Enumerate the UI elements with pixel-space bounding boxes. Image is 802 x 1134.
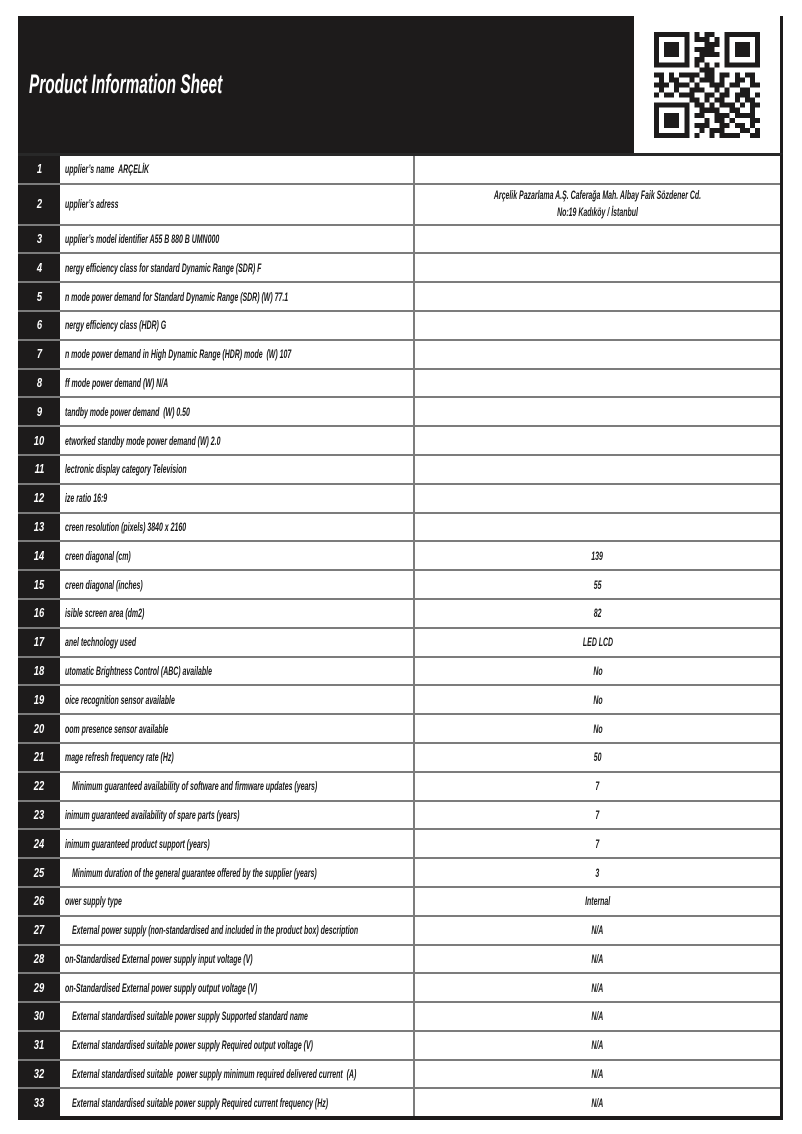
- row-value-cell: [415, 542, 780, 569]
- row-label-cell: [60, 830, 415, 857]
- row-number-badge: [18, 185, 60, 224]
- row-label-cell: [60, 456, 415, 483]
- row-label: nergy efficiency class (HDR) G: [65, 318, 167, 333]
- row-value: N/A: [591, 1067, 604, 1082]
- row-label-cell: [60, 629, 415, 656]
- table-row: [18, 800, 780, 829]
- row-number: 8: [36, 375, 42, 390]
- table-row: [18, 771, 780, 800]
- row-number-badge: [18, 542, 60, 569]
- row-label-cell: [60, 1032, 415, 1059]
- row-number-badge: [18, 859, 60, 886]
- row-value: No: [592, 692, 603, 707]
- row-value-cell: [415, 859, 780, 886]
- row-label-cell: [60, 226, 415, 253]
- row-value: N/A: [591, 1095, 604, 1110]
- row-value-cell: [415, 1089, 780, 1116]
- row-number-badge: [18, 427, 60, 454]
- row-label-cell: [60, 185, 415, 224]
- row-number: 13: [33, 519, 45, 534]
- row-number: 33: [33, 1095, 45, 1110]
- row-label: External standardised suitable power supply Supported standard name: [72, 1009, 308, 1024]
- row-number: 7: [36, 347, 42, 362]
- row-value-cell: [415, 802, 780, 829]
- table-row: [18, 281, 780, 310]
- row-label-cell: [60, 485, 415, 512]
- row-label: External power supply (non-standardised and included in the product box) description: [72, 923, 359, 938]
- row-value-cell: [415, 888, 780, 915]
- row-value: 3: [595, 865, 600, 880]
- row-value: 7: [595, 807, 600, 822]
- table-row: [18, 252, 780, 281]
- row-label: Minimum guaranteed availability of software and firmware updates (years): [72, 779, 318, 794]
- row-number: 15: [33, 577, 45, 592]
- row-value: N/A: [591, 951, 604, 966]
- row-number: 18: [33, 663, 45, 678]
- row-label-cell: [60, 658, 415, 685]
- row-label-cell: [60, 1089, 415, 1116]
- table-row: [18, 183, 780, 224]
- row-value-cell: [415, 312, 780, 339]
- row-value: 139: [591, 548, 604, 563]
- row-label: isible screen area (dm2): [65, 606, 145, 621]
- row-label-cell: [60, 715, 415, 742]
- row-label: on-Standardised External power supply output voltage (V): [65, 980, 258, 995]
- row-number-badge: [18, 830, 60, 857]
- row-label-cell: [60, 341, 415, 368]
- table-row: [18, 742, 780, 771]
- row-number: 30: [33, 1009, 45, 1024]
- row-value-cell: [415, 1003, 780, 1030]
- row-number-badge: [18, 888, 60, 915]
- table-row: [18, 598, 780, 627]
- table-row: [18, 224, 780, 253]
- row-label-cell: [60, 542, 415, 569]
- row-number: 17: [33, 635, 45, 650]
- row-number-badge: [18, 917, 60, 944]
- row-number: 26: [33, 894, 45, 909]
- row-label: etworked standby mode power demand (W) 2.0: [65, 433, 221, 448]
- row-label-cell: [60, 946, 415, 973]
- table-row: [18, 512, 780, 541]
- table-row: [18, 368, 780, 397]
- table-row: [18, 310, 780, 339]
- table-row: [18, 483, 780, 512]
- row-label: ower supply type: [65, 894, 122, 909]
- row-value-cell: [415, 946, 780, 973]
- row-label: Minimum duration of the general guarantee offered by the supplier (years): [72, 865, 317, 880]
- table-row: [18, 425, 780, 454]
- row-value-cell: [415, 629, 780, 656]
- table-row: [18, 857, 780, 886]
- row-number: 16: [33, 606, 45, 621]
- row-label: creen diagonal (inches): [65, 577, 143, 592]
- row-label: ff mode power demand (W) N/A: [65, 375, 169, 390]
- header: [18, 16, 783, 153]
- row-number: 10: [33, 433, 45, 448]
- row-number-badge: [18, 600, 60, 627]
- row-value-cell: [415, 485, 780, 512]
- row-value: N/A: [591, 1009, 604, 1024]
- row-number: 5: [36, 289, 42, 304]
- row-value: Internal: [584, 894, 611, 909]
- row-value-cell: [415, 686, 780, 713]
- row-number-badge: [18, 773, 60, 800]
- spec-table: [18, 153, 783, 1120]
- row-number-badge: [18, 514, 60, 541]
- table-row: [18, 339, 780, 368]
- row-value: No: [592, 663, 603, 678]
- row-label-cell: [60, 859, 415, 886]
- row-number: 2: [36, 197, 42, 212]
- row-number: 28: [33, 951, 45, 966]
- row-value: N/A: [591, 1038, 604, 1053]
- row-number: 11: [34, 462, 44, 477]
- row-number-badge: [18, 485, 60, 512]
- row-value-cell: [415, 398, 780, 425]
- row-number-badge: [18, 254, 60, 281]
- row-value-cell: [415, 185, 780, 224]
- row-label-cell: [60, 686, 415, 713]
- row-number-badge: [18, 1061, 60, 1088]
- row-value-cell: [415, 658, 780, 685]
- row-value: N/A: [591, 923, 604, 938]
- row-label: creen resolution (pixels) 3840 x 2160: [65, 519, 187, 534]
- row-value-cell: [415, 917, 780, 944]
- row-label-cell: [60, 254, 415, 281]
- row-label: ize ratio 16:9: [65, 491, 108, 506]
- row-label-cell: [60, 571, 415, 598]
- row-label-cell: [60, 427, 415, 454]
- row-label: n mode power demand for Standard Dynamic Range (SDR) (W) 77.1: [65, 289, 289, 304]
- row-number: 21: [33, 750, 45, 765]
- row-value-cell: [415, 1032, 780, 1059]
- row-label-cell: [60, 1003, 415, 1030]
- table-row: [18, 627, 780, 656]
- row-number: 1: [36, 162, 42, 177]
- row-label: upplier’s model identifier A55 B 880 B UMN000: [65, 231, 220, 246]
- row-value: 50: [593, 750, 602, 765]
- table-row: [18, 396, 780, 425]
- row-number-badge: [18, 629, 60, 656]
- table-row: [18, 713, 780, 742]
- table-row: [18, 569, 780, 598]
- row-label: upplier’s adress: [65, 197, 119, 212]
- row-label-cell: [60, 283, 415, 310]
- row-value-cell: [415, 830, 780, 857]
- row-label-cell: [60, 917, 415, 944]
- row-number-badge: [18, 398, 60, 425]
- row-number-badge: [18, 802, 60, 829]
- row-value-cell: [415, 427, 780, 454]
- row-value-cell: [415, 571, 780, 598]
- row-number-badge: [18, 156, 60, 183]
- header-band: [18, 16, 634, 153]
- table-row: [18, 828, 780, 857]
- row-number: 6: [36, 318, 42, 333]
- table-row: [18, 156, 780, 183]
- row-label-cell: [60, 974, 415, 1001]
- row-number-badge: [18, 226, 60, 253]
- row-value-cell: [415, 283, 780, 310]
- table-row: [18, 944, 780, 973]
- row-label: mage refresh frequency rate (Hz): [65, 750, 174, 765]
- row-label: External standardised suitable power supply Required current frequency (Hz): [72, 1095, 329, 1110]
- row-number-badge: [18, 715, 60, 742]
- row-value: 55: [593, 577, 602, 592]
- qr-box: [634, 16, 783, 153]
- row-value-cell: [415, 341, 780, 368]
- row-label: upplier’s name ARÇELİK: [65, 162, 150, 177]
- table-row: [18, 454, 780, 483]
- row-number: 9: [36, 404, 42, 419]
- row-label: inimum guaranteed availability of spare parts (years): [65, 807, 240, 822]
- table-row: [18, 1001, 780, 1030]
- row-label-cell: [60, 888, 415, 915]
- row-number-badge: [18, 1003, 60, 1030]
- row-number-badge: [18, 686, 60, 713]
- row-label: nergy efficiency class for standard Dynamic Range (SDR) F: [65, 260, 262, 275]
- row-label-cell: [60, 370, 415, 397]
- row-value-cell: [415, 226, 780, 253]
- row-number-badge: [18, 946, 60, 973]
- row-number-badge: [18, 312, 60, 339]
- row-label-cell: [60, 398, 415, 425]
- row-number: 12: [33, 491, 45, 506]
- row-number: 27: [33, 923, 45, 938]
- row-value-cell: [415, 744, 780, 771]
- row-number-badge: [18, 744, 60, 771]
- row-number: 25: [33, 865, 45, 880]
- row-label: lectronic display category Television: [65, 462, 187, 477]
- row-value: LED LCD: [582, 635, 613, 650]
- row-number-badge: [18, 658, 60, 685]
- row-value-cell: [415, 514, 780, 541]
- row-value-cell: [415, 254, 780, 281]
- row-label: inimum guaranteed product support (years): [65, 836, 210, 851]
- row-label-cell: [60, 773, 415, 800]
- row-number-badge: [18, 1032, 60, 1059]
- table-row: [18, 656, 780, 685]
- row-value-cell: [415, 456, 780, 483]
- row-number-badge: [18, 456, 60, 483]
- row-label-cell: [60, 156, 415, 183]
- row-number-badge: [18, 370, 60, 397]
- table-row: [18, 915, 780, 944]
- row-number: 32: [33, 1067, 45, 1082]
- row-number-badge: [18, 341, 60, 368]
- row-value: No: [592, 721, 603, 736]
- row-label: oice recognition sensor available: [65, 692, 175, 707]
- row-value-cell: [415, 974, 780, 1001]
- table-row: [18, 1030, 780, 1059]
- row-number-badge: [18, 974, 60, 1001]
- row-number: 22: [33, 779, 45, 794]
- row-value: Arçelik Pazarlama A.Ş. Caferağa Mah. Albay Faik Sözdener Cd. No:19 Kadıköy / İstanbul: [493, 187, 702, 220]
- row-number-badge: [18, 571, 60, 598]
- table-row: [18, 1059, 780, 1088]
- row-number: 4: [36, 260, 42, 275]
- row-value-cell: [415, 773, 780, 800]
- row-label-cell: [60, 600, 415, 627]
- row-number: 24: [33, 836, 45, 851]
- row-value: N/A: [591, 980, 604, 995]
- row-label: External standardised suitable power supply minimum required delivered current (A): [72, 1067, 357, 1082]
- row-number: 20: [33, 721, 45, 736]
- page-title: Product Information Sheet: [29, 69, 223, 99]
- row-value: 7: [595, 779, 600, 794]
- row-label-cell: [60, 744, 415, 771]
- row-number-badge: [18, 1089, 60, 1116]
- table-row: [18, 684, 780, 713]
- row-value: 7: [595, 836, 600, 851]
- table-row: [18, 540, 780, 569]
- row-number: 19: [33, 692, 45, 707]
- row-label: utomatic Brightness Control (ABC) available: [65, 663, 212, 678]
- row-number: 31: [33, 1038, 45, 1053]
- row-label-cell: [60, 1061, 415, 1088]
- row-value: 82: [593, 606, 602, 621]
- row-label: creen diagonal (cm): [65, 548, 131, 563]
- row-label-cell: [60, 312, 415, 339]
- row-number: 29: [33, 980, 45, 995]
- row-label: anel technology used: [65, 635, 137, 650]
- row-value-cell: [415, 715, 780, 742]
- row-label: n mode power demand in High Dynamic Range (HDR) mode (W) 107: [65, 347, 292, 362]
- qr-code-icon: [654, 32, 760, 138]
- row-number: 3: [36, 231, 42, 246]
- row-label-cell: [60, 802, 415, 829]
- row-value-cell: [415, 1061, 780, 1088]
- row-value-cell: [415, 600, 780, 627]
- row-value-cell: [415, 156, 780, 183]
- table-row: [18, 886, 780, 915]
- row-label-cell: [60, 514, 415, 541]
- row-label: tandby mode power demand (W) 0.50: [65, 404, 190, 419]
- row-label: External standardised suitable power supply Required output voltage (V): [72, 1038, 313, 1053]
- row-number: 14: [33, 548, 45, 563]
- row-value-cell: [415, 370, 780, 397]
- row-label: on-Standardised External power supply input voltage (V): [65, 951, 253, 966]
- table-row: [18, 972, 780, 1001]
- row-number: 23: [33, 807, 45, 822]
- table-row: [18, 1087, 780, 1116]
- row-number-badge: [18, 283, 60, 310]
- row-label: oom presence sensor available: [65, 721, 169, 736]
